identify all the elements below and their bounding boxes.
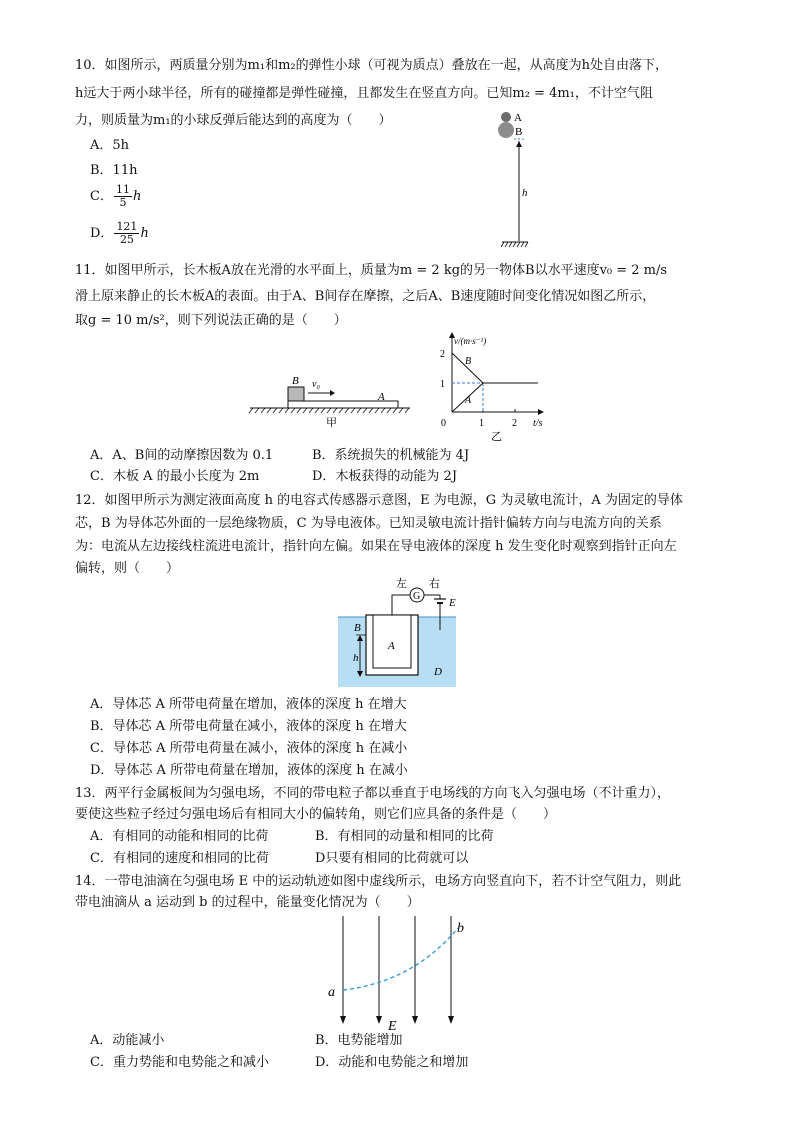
q11-figure-jia	[245, 368, 415, 430]
arrow-down-icon	[376, 1016, 382, 1024]
q14-label-b: b	[457, 921, 464, 936]
q14-option-d: D．动能和电势能之和增加	[315, 1055, 469, 1070]
q10-label-a: A	[514, 112, 522, 124]
q14-option-b: B．电势能增加	[315, 1033, 403, 1048]
q12-label-left: 左	[396, 578, 407, 590]
q11-jia-label-v0: v₀	[312, 379, 320, 390]
ball-b-icon	[498, 122, 514, 138]
q12-option-a: A．导体芯 A 所带电荷量在增加，液体的深度 h 在增大	[90, 697, 407, 712]
q13-option-c: C．有相同的速度和相同的比荷	[90, 851, 269, 866]
q11-ground-hatch	[249, 408, 409, 413]
q11-jia-caption: 甲	[326, 417, 337, 429]
q10-figure	[488, 108, 538, 256]
arrow-down-icon	[412, 1016, 418, 1024]
q10-option-d-den: 25	[119, 233, 134, 246]
q10-line-1: 10．如图所示，两质量分别为m₁和m₂的弹性小球（可视为质点）叠放在一起，从高度为h处自由落下，	[75, 58, 668, 73]
q11-yi-tick-0: 0	[441, 418, 446, 429]
q12-label-right: 右	[429, 578, 440, 590]
q14-field-lines	[343, 916, 451, 1018]
q11-yi-label-b: B	[465, 356, 472, 367]
q10-option-d-num: 121	[116, 220, 138, 233]
arrow-right-icon	[538, 409, 544, 415]
q10-option-c-den: 5	[119, 196, 127, 209]
q12-wire-left	[392, 595, 410, 615]
q11-yi-xlabel: t/s	[533, 418, 543, 429]
q10-ground-hatch	[501, 242, 528, 247]
q11-yi-caption: 乙	[491, 431, 502, 443]
q14-option-c: C．重力势能和电势能之和减小	[90, 1055, 269, 1070]
q12-option-c: C．导体芯 A 所带电荷量在减小，液体的深度 h 在减小	[90, 741, 408, 756]
q12-option-b: B．导体芯 A 所带电荷量在减小，液体的深度 h 在增大	[90, 719, 407, 734]
q11-option-d: D．木板获得的动能为 2J	[312, 469, 458, 484]
q11-yi-label-a: A	[465, 395, 472, 406]
q14-trajectory	[343, 928, 458, 990]
q11-option-a: A．A、B间的动摩擦因数为 0.1	[90, 448, 274, 463]
q10-option-d-suffix: h	[140, 226, 149, 241]
block-b	[288, 387, 304, 401]
q13-line-1: 13．两平行金属板间为匀强电场，不同的带电粒子都以垂直于电场线的方向飞入匀强电场（不计重力），	[75, 786, 671, 801]
q10-option-c	[90, 183, 141, 211]
q10-label-h: h	[522, 187, 528, 199]
q11-option-c: C．木板 A 的最小长度为 2m	[90, 469, 260, 484]
q10-line-3: 力，则质量为m₁的小球反弹后能达到的高度为（ ）	[75, 113, 392, 128]
q10-option-d-fraction	[114, 221, 139, 246]
q13-option-a: A．有相同的动能和相同的比荷	[90, 829, 269, 844]
q12-label-e: E	[449, 597, 456, 609]
arrow-right-icon	[330, 390, 335, 396]
q11-line-1: 11．如图甲所示，长木板A放在光滑的水平面上，质量为m = 2 kg的另一物体B以水平速度v₀ = 2 m/s	[75, 263, 668, 278]
q10-option-c-suffix: h	[132, 189, 142, 204]
q11-figure-yi	[428, 330, 553, 445]
q11-option-b: B．系统损失的机械能为 4J	[312, 448, 470, 463]
q10-option-d-prefix: D．	[90, 226, 114, 241]
q11-yi-tick-y2: 2	[440, 349, 445, 360]
ball-a-icon	[501, 112, 511, 122]
q12-line-1: 12．如图甲所示为测定液面高度 h 的电容式传感器示意图，E 为电源，G 为灵敏电流计，A 为固定的导体	[75, 493, 683, 508]
q10-option-c-fraction	[114, 184, 132, 209]
q14-option-a: A．动能减小	[90, 1033, 165, 1048]
q12-line-2: 芯，B 为导体芯外面的一层绝缘物质，C 为导电液体。已知灵敏电流计指针偏转方向与电流方向的关系	[75, 516, 662, 531]
q13-option-d: D只要有相同的比荷就可以	[315, 851, 469, 866]
q12-label-g: G	[413, 591, 421, 602]
q10-option-d	[90, 220, 149, 248]
q10-option-c-num: 11	[115, 183, 130, 196]
q11-jia-label-a: A	[378, 391, 385, 403]
arrow-up-icon	[516, 141, 522, 147]
q11-yi-tick-y1: 1	[440, 379, 445, 390]
q11-jia-label-b: B	[292, 375, 299, 387]
q12-label-d: D	[434, 666, 442, 678]
q14-line-2: 带电油滴从 a 运动到 b 的过程中，能量变化情况为（ ）	[75, 895, 420, 910]
q12-line-4: 偏转，则（ ）	[75, 561, 180, 576]
q10-option-a: A．5h	[90, 138, 130, 153]
arrow-down-icon	[448, 1016, 454, 1024]
q11-yi-tick-x2: 2	[512, 418, 517, 429]
q12-option-d: D．导体芯 A 所带电荷量在增加，液体的深度 h 在减小	[90, 763, 408, 778]
q12-label-h: h	[353, 652, 359, 664]
arrow-down-icon	[340, 1016, 346, 1024]
q13-option-b: B．有相同的动量和相同的比荷	[315, 829, 494, 844]
q10-option-c-prefix: C．	[90, 189, 113, 204]
q11-line-2: 滑上原来静止的长木板A的表面。由于A、B间存在摩擦，之后A、B速度随时间变化情况如图乙所示，	[75, 289, 656, 304]
q12-figure	[336, 575, 460, 689]
q14-label-a: a	[328, 985, 335, 1000]
q10-option-b: B．11h	[90, 163, 138, 178]
q14-label-e: E	[388, 1019, 397, 1030]
q14-line-1: 14．一带电油滴在匀强电场 E 中的运动轨迹如图中虚线所示，电场方向竖直向下，若不计空气阻力，则此	[75, 874, 682, 889]
q12-label-a: A	[388, 640, 395, 652]
q10-label-b: B	[515, 126, 523, 138]
q12-label-b: B	[354, 622, 361, 634]
q10-line-2: h远大于两小球半径，所有的碰撞都是弹性碰撞，且都发生在竖直方向。已知m₂ = 4m₁，不计空气阻	[75, 86, 653, 101]
q11-yi-ylabel: v/(m·s⁻¹)	[454, 336, 487, 346]
q14-figure	[318, 912, 483, 1030]
q11-yi-tick-x1: 1	[479, 418, 484, 429]
q13-line-2: 要使这些粒子经过匀强电场后有相同大小的偏转角，则它们应具备的条件是（ ）	[75, 807, 557, 822]
q12-line-3: 为：电流从左边接线柱流进电流计，指针向左偏。如果在导电液体的深度 h 发生变化时观察到指针正向左	[75, 539, 677, 554]
q11-line-3: 取g = 10 m/s²，则下列说法正确的是（ ）	[75, 313, 347, 328]
